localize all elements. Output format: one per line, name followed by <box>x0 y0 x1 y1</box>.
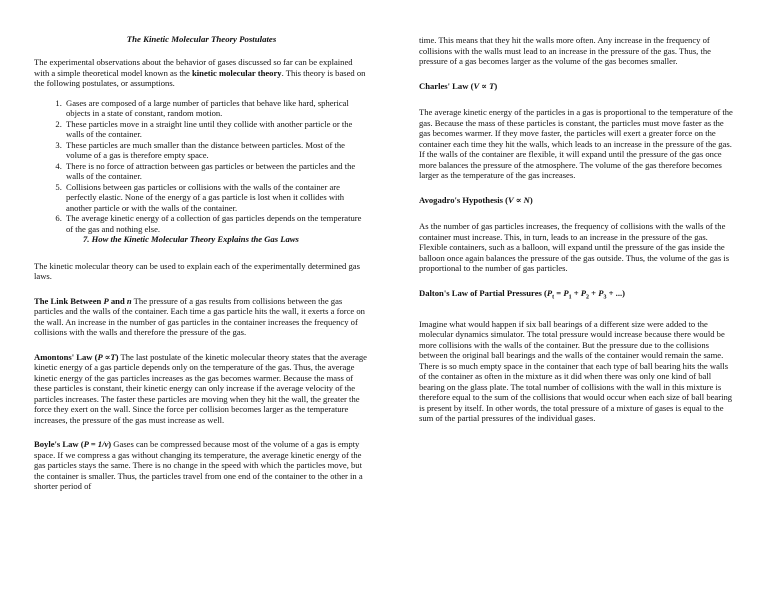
boyle-paragraph <box>34 439 369 492</box>
boyle-continued-paragraph: time. This means that they hit the walls more often. Any increase in the frequency of collisions with the walls must lead to an increase in the pressure of the gas. Thus, the pressure of a gas becomes larger as the volume of the gas becomes smaller. <box>419 35 711 66</box>
charles-paragraph: The average kinetic energy of the particles in a gas is proportional to the temperature of the gas. Because the mass of these particles is constant, the particles must move faster as the gas becomes warmer. If they move faster, the particles will exert a greater force on the container each time they hit the walls, which leads to an increase in the pressure of the gas. If the walls of the container are flexible, it will expand until the pressure of the gas once more balances the pressure of the atmosphere. The volume of the gas therefore becomes larger as the temperature of the gas increases. <box>419 107 733 180</box>
dalton-heading: Dalton's Law of Partial Pressures ($P_t = P_1 + P_2 + P_3$ + ...) <box>419 287 625 301</box>
right-column <box>419 35 737 433</box>
postulate-item: 6. The average kinetic energy of a collection of gas particles depends on the temperature of the gas and nothing else. <box>64 213 369 234</box>
boyle-heading: Boyle's Law (P = 1/v) <box>34 439 112 449</box>
explain-intro-paragraph: The kinetic molecular theory can be used to explain each of the experimentally determined gas laws. <box>34 260 360 281</box>
postulate-item: 2. These particles move in a straight line until they collide with another particle or the walls of the container. <box>64 119 369 140</box>
avogadro-paragraph: As the number of gas particles increases, the frequency of collisions with the walls of the container must increase. This, in turn, leads to an increase in the pressure of the gas. Flexible containers, such as a balloon, will expand until the pressure of the gas inside the balloon once again balances the pressure of the gas outside. Thus, the volume of the gas is proportional to the number of gas particles. <box>419 221 730 273</box>
dalton-paragraph: Imagine what would happen if six ball bearings of a different size were added to the molecular dynamics simulator. The total pressure would increase because there would be more collisions with the walls of the container. But the pressure due to the collisions between the original ball bearings and the walls of the container would remain the same. There is so much empty space in the container that each type of ball bearing hits the walls of the container as often in the mixture as it did when there was only one kind of ball bearing on the glass plate. The total number of collisions with the wall in this mixture is therefore equal to the sum of the collisions that would occur when each size of ball bearing is present by itself. In other words, the total pressure of a mixture of gases is equal to the sum of the partial pressures of the individual gases. <box>419 318 733 424</box>
postulate-list <box>34 98 369 235</box>
left-column <box>34 34 369 501</box>
postulate-item: 1. Gases are composed of a large number of particles that behave like hard, spherical objects in a state of constant, random motion. <box>64 98 369 119</box>
amontons-body: The last postulate of the kinetic molecular theory states that the average kinetic energy of a gas particle depends only on the temperature of the gas. Thus, the average kinetic energy of the gas particles increases as the gas becomes warmer. Because the mass of these particles is constant, their kinetic energy can only increase if the average velocity of the particles increases. The faster these particles are moving when they hit the wall, the greater the force they exert on the wall. Since the force per collision becomes larger as the temperature increases, the pressure of the gas must increase as well. <box>34 351 367 425</box>
intro-text-after: . This theory is based on the following postulates, or assumptions. <box>34 67 366 88</box>
link-paragraph <box>34 296 369 338</box>
page-title: The Kinetic Molecular Theory Postulates <box>126 34 277 44</box>
amontons-heading: Amontons' Law (P ∝T) <box>34 351 119 362</box>
boyle-body: Gases can be compressed because most of the volume of a gas is empty space. If we compress a gas without changing its temperature, the average kinetic energy of the gas particles stays the same. There is no change in the speed with which the particles move, but the container is smaller. Thus, the particles travel from one end of the container to the other in a shorter period of <box>34 439 363 491</box>
postulate-item: 5. Collisions between gas particles or collisions with the walls of the container are perfectly elastic. None of the energy of a gas particle is lost when it collides with another particle or with the walls of the container. <box>64 182 369 214</box>
charles-heading: Charles' Law (V ∝ T) <box>419 80 498 91</box>
link-heading: The Link Between P and n <box>34 295 132 306</box>
avogadro-heading: Avogadro's Hypothesis (V ∝ N) <box>419 194 533 205</box>
amontons-paragraph <box>34 352 369 426</box>
link-body: The pressure of a gas results from collisions between the gas particles and the walls of the container. Each time a gas particle hits the wall, it exerts a force on the wall. An increase in the number of gas particles in the container increases the frequency of collisions with the walls and therefore the pressure of the gas. <box>34 295 365 337</box>
postulate-item: 3. These particles are much smaller than the distance between particles. Most of the volume of a gas is therefore empty space. <box>64 140 369 161</box>
postulate-item: 4. There is no force of attraction between gas particles or between the particles and the walls of the container. <box>64 161 369 182</box>
intro-term: kinetic molecular theory <box>192 67 282 78</box>
intro-text-before: The experimental observations about the behavior of gases discussed so far can be explained with a simple theoretical model known as the <box>34 57 353 78</box>
section-heading-gas-laws: 7. How the Kinetic Molecular Theory Explains the Gas Laws <box>83 234 299 244</box>
intro-paragraph <box>34 57 369 89</box>
